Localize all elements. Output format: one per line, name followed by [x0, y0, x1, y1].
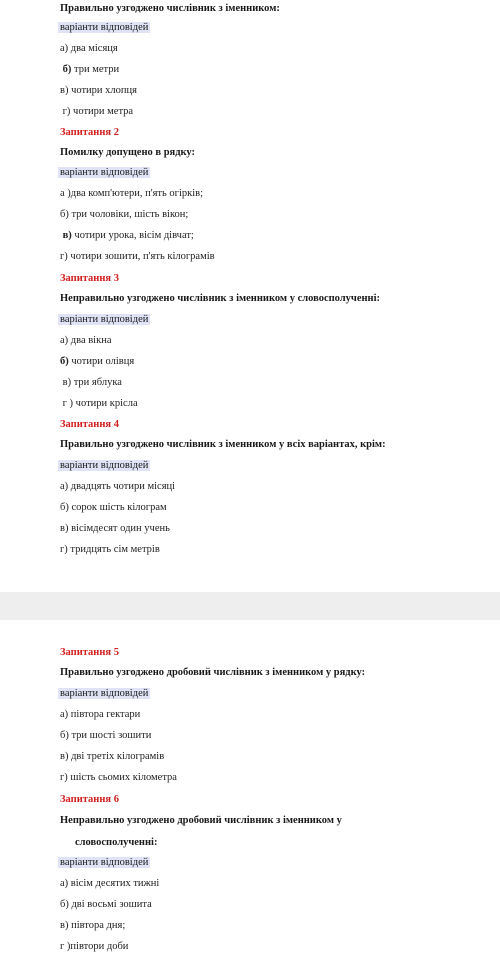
question-4-header: Запитання 4 [60, 419, 119, 430]
q4-option-c[interactable]: в) вісімдесят один учень [60, 523, 170, 534]
q6-option-d[interactable]: г )півтори доби [60, 941, 129, 952]
question-2-header: Запитання 2 [60, 127, 119, 138]
q4-option-a[interactable]: а) двадцять чотири місяці [60, 481, 176, 492]
question-5-text: Правильно узгоджено дробовий числівник з іменником у рядку: [60, 667, 366, 678]
question-3-header: Запитання 3 [60, 273, 119, 284]
question-6-header: Запитання 6 [60, 794, 119, 805]
q4-option-d[interactable]: г) тридцять сім метрів [60, 544, 160, 555]
q5-option-a[interactable]: а) півтора гектари [60, 709, 141, 720]
q5-option-c[interactable]: в) дві третіх кілограмів [60, 751, 165, 762]
q2-variants-label: варіанти відповідей [60, 167, 149, 178]
q3-option-c[interactable] [60, 376, 122, 390]
q3-option-b[interactable] [60, 355, 134, 369]
q4-variants-label: варіанти відповідей [60, 460, 149, 471]
q6-variants-label: варіанти відповідей [60, 857, 149, 868]
q6-option-b[interactable]: б) дві восьмі зошита [60, 899, 152, 910]
q5-option-b[interactable]: б) три шості зошити [60, 730, 152, 741]
q3-option-b-text: чотири олівця [71, 356, 135, 367]
question-6-text-line-2: словосполученні: [75, 837, 158, 848]
document-page-2 [0, 620, 500, 959]
q1-option-b-letter: б) [62, 64, 72, 75]
q1-option-d-text: г) чотири метра [62, 106, 134, 117]
question-4-text: Правильно узгоджено числівник з іменником у всіх варіантах, крім: [60, 439, 386, 450]
q2-option-d[interactable]: г) чотири зошити, п'ять кілограмів [60, 251, 215, 262]
question-5-header: Запитання 5 [60, 647, 119, 658]
q3-variants-label: варіанти відповідей [60, 314, 149, 325]
q3-option-d-text: г ) чотири крісла [62, 398, 138, 409]
q1-option-d[interactable] [60, 105, 133, 119]
q1-option-b[interactable] [60, 63, 119, 77]
q2-option-c[interactable] [60, 229, 194, 243]
q2-option-c-text: чотири урока, вісім дівчат; [74, 230, 194, 241]
q3-option-d[interactable] [60, 397, 138, 411]
q6-option-c[interactable]: в) півтора дня; [60, 920, 126, 931]
q6-option-a[interactable]: а) вісім десятих тижні [60, 878, 160, 889]
q1-option-b-text: три метри [74, 64, 120, 75]
q5-variants-label: варіанти відповідей [60, 688, 149, 699]
q5-option-d[interactable]: г) шість сьомих кілометра [60, 772, 177, 783]
q2-option-c-letter: в) [62, 230, 72, 241]
q3-option-c-text: в) три яблука [62, 377, 122, 388]
q1-option-c[interactable]: в) чотири хлопця [60, 85, 137, 96]
question-3-text: Неправильно узгоджено числівник з іменником у словосполученні: [60, 293, 381, 304]
q4-option-b[interactable]: б) сорок шість кілограм [60, 502, 167, 513]
question-1-text: Правильно узгоджено числівник з іменником: [60, 3, 280, 14]
q1-variants-label: варіанти відповідей [60, 22, 149, 33]
q3-option-b-letter: б) [60, 356, 69, 367]
q1-option-a[interactable]: а) два місяця [60, 43, 118, 54]
q3-option-a[interactable]: а) два вікна [60, 335, 112, 346]
page-separator [0, 592, 500, 620]
question-6-text-line-1: Неправильно узгоджено дробовий числівник з іменником у [60, 815, 342, 826]
q2-option-a[interactable]: а )два комп'ютери, п'ять огірків; [60, 188, 204, 199]
question-2-text: Помилку допущено в рядку: [60, 147, 196, 158]
q2-option-b[interactable]: б) три чоловіки, шість вікон; [60, 209, 189, 220]
